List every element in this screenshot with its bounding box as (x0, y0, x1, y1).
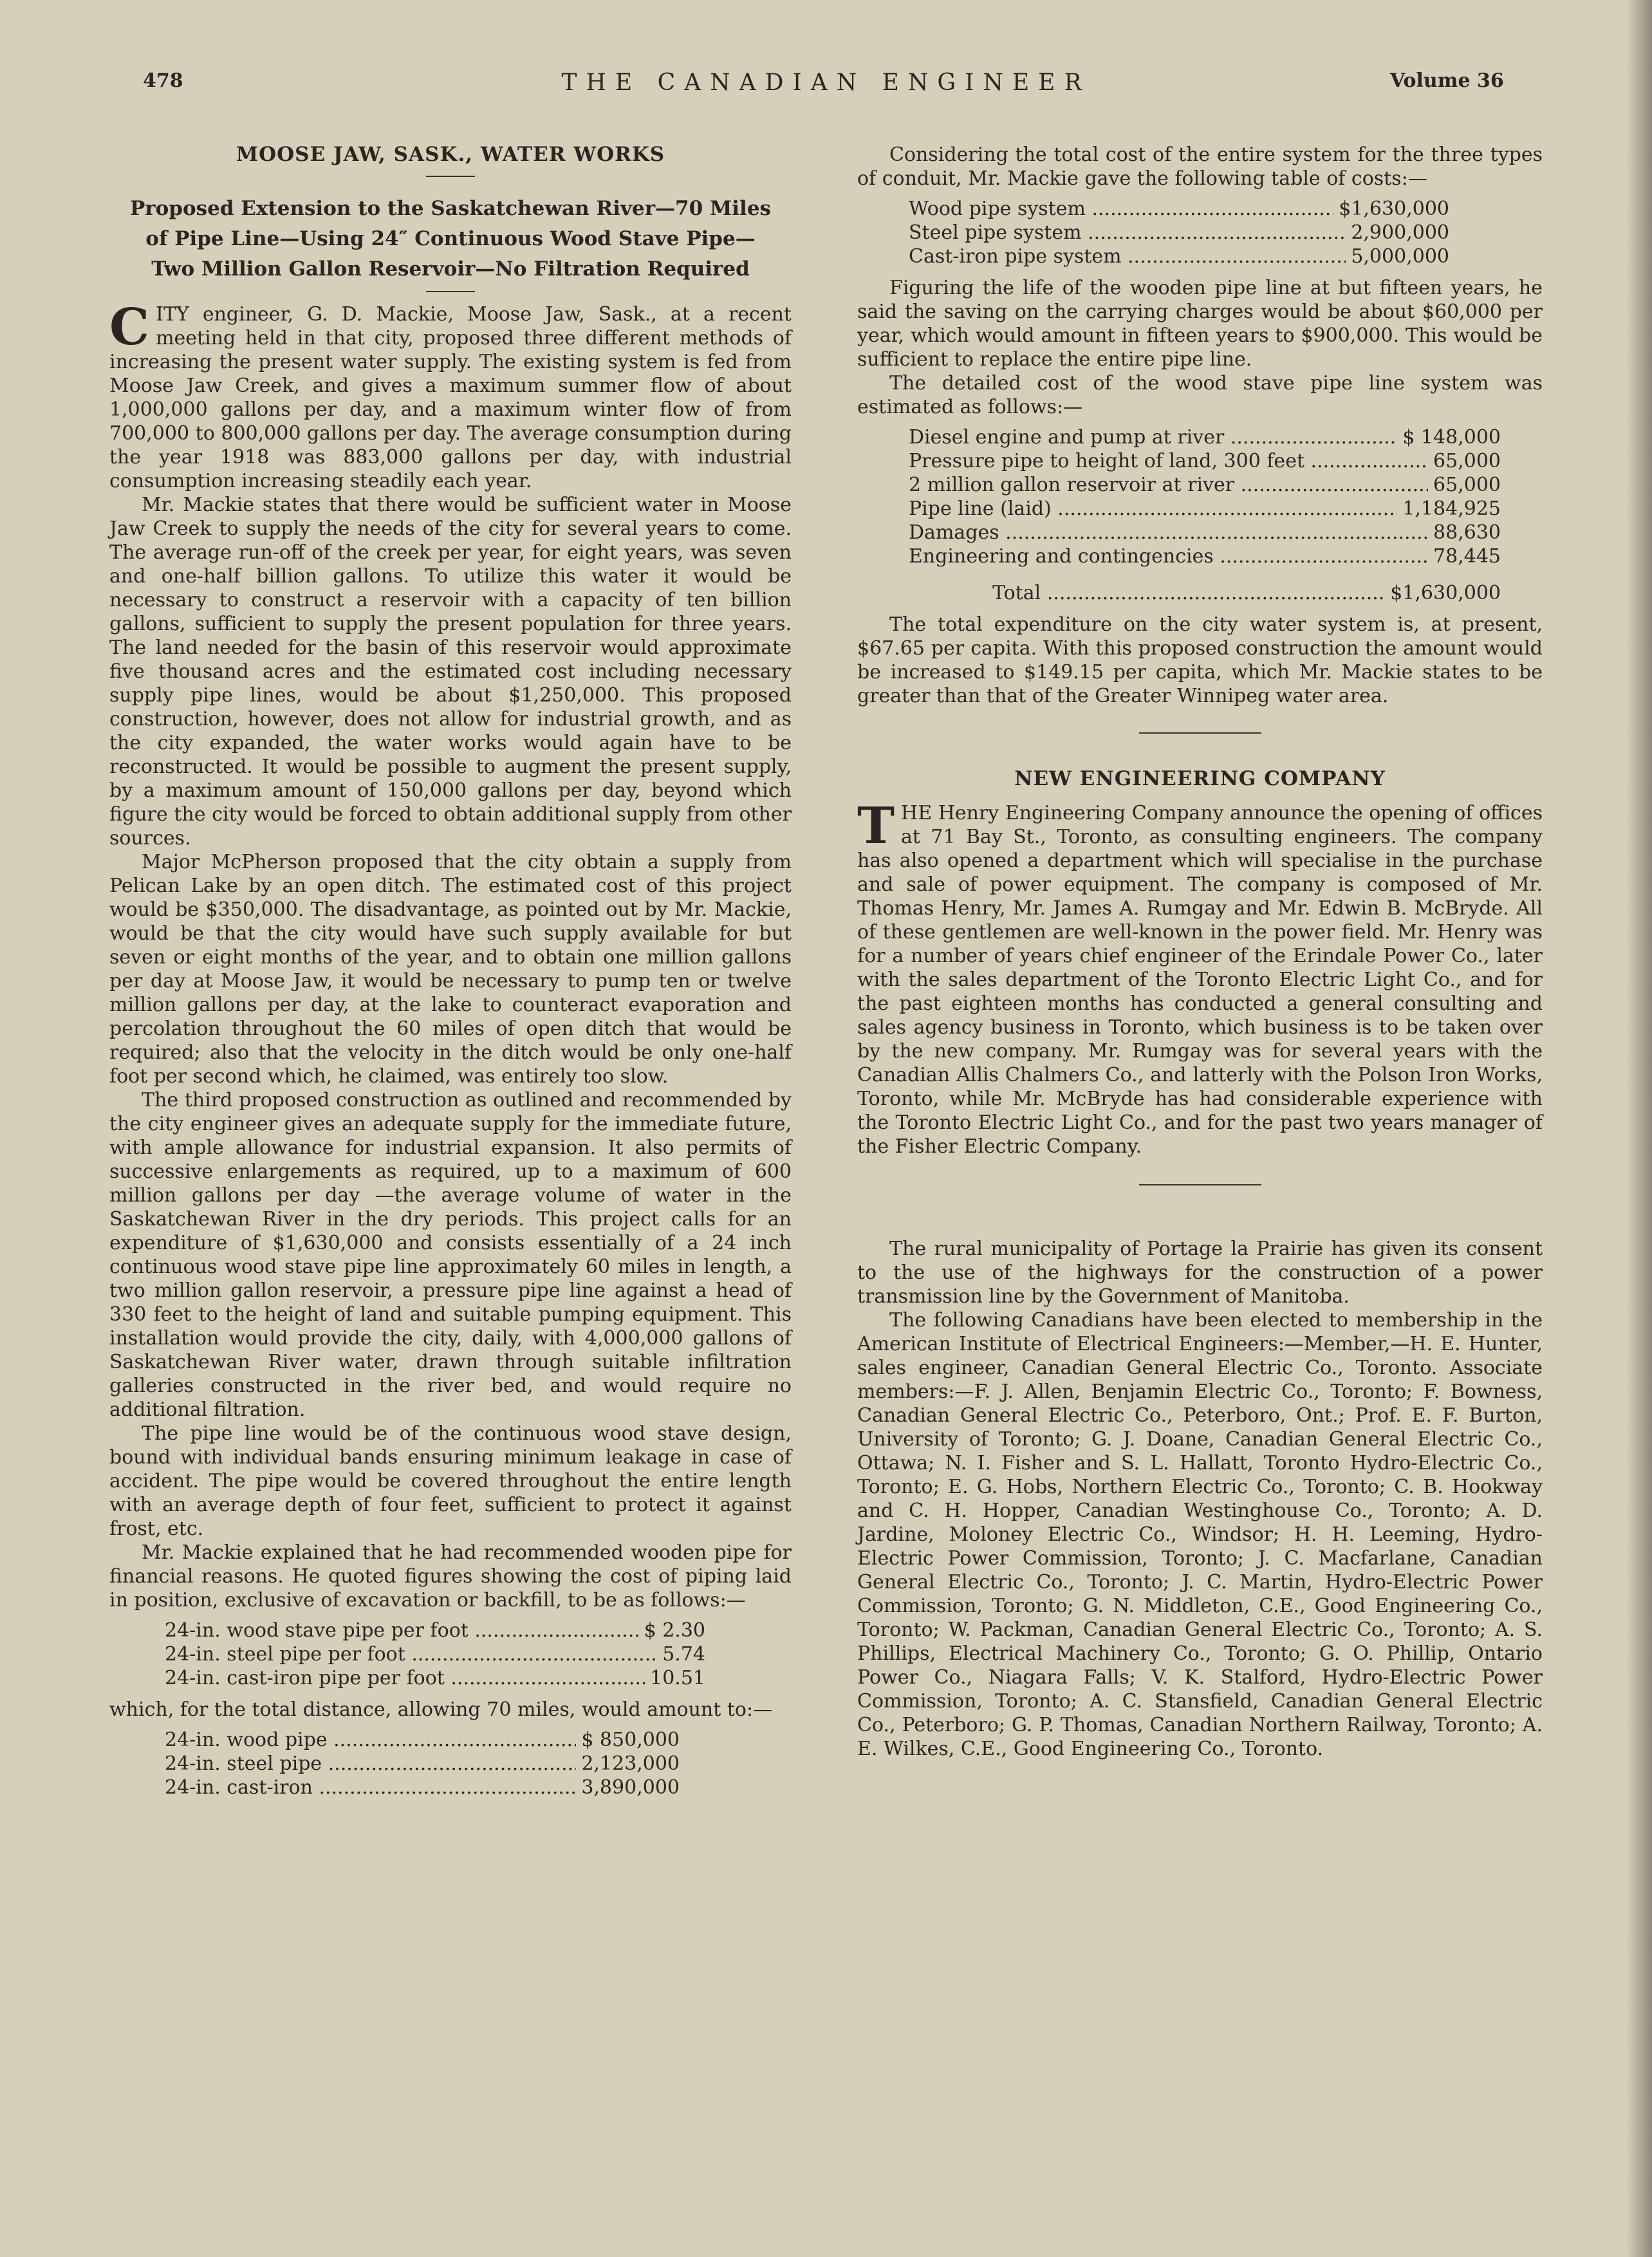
paragraph: The total expenditure on the city water system is, at present, $67.65 per capita. With this proposed construction the amount would be increased to $149.15 per capita, which Mr. Mackie states to be greater than that of the Greater Winnipeg water area. (857, 613, 1543, 707)
drop-cap: T (857, 797, 895, 855)
pipe-total-cost-table (109, 1728, 680, 1799)
article-intro (857, 797, 1543, 1158)
table-row (165, 1619, 705, 1642)
row-amount: 2,900,000 (1351, 221, 1449, 244)
table-row (909, 221, 1449, 245)
table-row (165, 1666, 705, 1690)
total-row (909, 581, 1501, 605)
row-label: 24-in. wood stave pipe per foot ..... (165, 1619, 639, 1642)
journal-title: THE CANADIAN ENGINEER (561, 70, 1091, 96)
paragraph: Mr. Mackie states that there would be sufficient water in Moose Jaw Creek to supply the needs of the city for several years to come. The average run-off of the creek per year, for eight years, was seven and one-half billion gallons. To utilize this water it would be necessary to construct a reservoir with a capacity of ten billion gallons, sufficient to supply the present population for three years. The land needed for the basin of this reservoir would approximate five thousand acres and the estimated cost including necessary supply pipe lines, would be about $1,250,000. This proposed construction, however, does not allow for industrial growth, and as the city expanded, the water works would again have to be reconstructed. It would be possible to augment the present supply, by a maximum amount of 150,000 gallons per day, beyond which figure the city would be forced to obtain additional supply from other sources. (109, 494, 792, 850)
article-title: MOOSE JAW, SASK., WATER WORKS (236, 143, 665, 166)
table-row (165, 1642, 705, 1666)
table-row (909, 521, 1501, 544)
paragraph: The rural municipality of Portage la Prairie has given its consent to the use of the highways for the construction of a power transmission line by the Government of Manitoba. (857, 1238, 1543, 1308)
table-row (909, 497, 1501, 521)
row-label: Pipe line (laid) ..... (909, 497, 1397, 521)
binding-shadow (1626, 0, 1652, 2257)
table-row (909, 449, 1501, 473)
row-amount: 65,000 (1433, 474, 1501, 496)
row-amount: $ 850,000 (581, 1729, 680, 1751)
row-label: Damages ..... (909, 521, 1428, 544)
row-label: Wood pipe system ..... (909, 197, 1333, 221)
row-label: Pressure pipe to height of land, 300 feet ..... (909, 449, 1428, 473)
paragraph: Major McPherson proposed that the city obtain a supply from Pelican Lake by an open ditch. The estimated cost of this project would be $350,000. The disadvantage, as pointed out by Mr. Mackie, would be that the city would have such supply available for but seven or eight months of the year, and to obtain one million gallons per day at Moose Jaw, it would be necessary to pump ten or twelve million gallons per day, at the lake to counteract evaporation and percolation throughout the 60 miles of open ditch that would be required; also that the velocity in the ditch would be only one-half foot per second which, he claimed, was entirely too slow. (109, 851, 792, 1088)
page-number: 478 (143, 70, 183, 92)
paragraph: Figuring the life of the wooden pipe line at but fifteen years, he said the saving on the carrying charges would be about $60,000 per year, which would amount in fifteen years to $900,000. This would be sufficient to replace the entire pipe line. (857, 277, 1543, 371)
pipe-cost-per-foot-table (109, 1619, 705, 1690)
table-row (909, 425, 1501, 449)
table-row (165, 1752, 680, 1776)
paragraph: The third proposed construction as outlined and recommended by the city engineer gives an adequate supply for the immediate future, with ample allowance for industrial expansion. It also permits of successive enlargements as required, up to a maximum of 600 million gallons per day —the average volume of water in the Saskatchewan River in the dry periods. This project calls for an expenditure of $1,630,000 and consists essentially of a 24 inch continuous wood stave pipe line approximately 60 miles in length, a two million gallon reservoir, a pressure pipe line against a head of 330 feet to the height of land and suitable pumping equipment. This installation would provide the city, daily, with 4,000,000 gallons of Saskatchewan River water, drawn through suitable infiltration galleries constructed in the river bed, and would require no additional filtration. (109, 1089, 792, 1421)
row-label: 2 million gallon reservoir at river ..... (909, 473, 1428, 497)
article-deck: Proposed Extension to the Saskatchewan River—70 Miles of Pipe Line—Using 24″ Continuous Wood Stave Pipe—Two Million Gallon Reservoir—No Filtration Required (129, 197, 772, 281)
row-amount: $ 148,000 (1402, 426, 1501, 449)
row-label: Steel pipe system ..... (909, 221, 1346, 245)
article-title: NEW ENGINEERING COMPANY (1014, 767, 1386, 790)
table-row (165, 1776, 680, 1799)
paragraph: The detailed cost of the wood stave pipe line system was estimated as follows:— (857, 372, 1543, 418)
row-label: Cast-iron pipe system ..... (909, 245, 1346, 268)
paragraph: ITY engineer, G. D. Mackie, Moose Jaw, Sask., at a recent meeting held in that city, proposed three different methods of increasing the present water supply. The existing system is fed from Moose Jaw Creek, and gives a maximum summer flow of about 1,000,000 gallons per day, and a maximum winter flow of from 700,000 to 800,000 gallons per day. The average consumption during the year 1918 was 883,000 gallons per day, with industrial consumption increasing steadily each year. (109, 303, 792, 492)
running-head (0, 70, 1652, 108)
row-label: 24-in. steel pipe ..... (165, 1752, 576, 1776)
row-amount: 5.74 (662, 1643, 705, 1666)
row-label: Engineering and contingencies ..... (909, 544, 1428, 568)
paragraph: Mr. Mackie explained that he had recommended wooden pipe for financial reasons. He quoted figures showing the cost of piping laid in position, exclusive of excavation or backfill, to be as follows:— (109, 1541, 792, 1611)
table-row (909, 245, 1449, 268)
row-amount: 2,123,000 (581, 1752, 680, 1775)
row-label: 24-in. wood pipe ..... (165, 1728, 576, 1752)
paragraph: The following Canadians have been elected to membership in the American Institute of Electrical Engineers:—Member,—H. E. Hunter, sales engineer, Canadian General Electric Co., Toronto. Associate members:—F. J. Allen, Benjamin Electric Co., Toronto; F. Bowness, Canadian General Electric Co., Peterboro, Ont.; Prof. E. F. Burton, University of Toronto; G. J. Doane, Canadian General Electric Co., Ottawa; N. I. Fisher and S. L. Hallatt, Toronto Hydro-Electric Co., Toronto; E. G. Hobs, Northern Electric Co., Toronto; C. B. Hookway and C. H. Hopper, Canadian Westinghouse Co., Toronto; A. D. Jardine, Moloney Electric Co., Windsor; H. H. Leeming, Hydro-Electric Power Commission, Toronto; J. C. Macfarlane, Canadian General Electric Co., Toronto; J. C. Martin, Hydro-Electric Power Commission, Toronto; G. N. Middleton, C.E., Good Engineering Co., Toronto; W. Packman, Canadian General Electric Co., Toronto; A. S. Phillips, Electrical Machinery Co., Toronto; G. O. Phillip, Ontario Power Co., Niagara Falls; V. K. Stalford, Hydro-Electric Power Commission, Toronto; A. C. Stansfield, Canadian General Electric Co., Peterboro; G. P. Thomas, Canadian Northern Railway, Toronto; A. E. Wilkes, C.E., Good Engineering Co., Toronto. (857, 1309, 1543, 1760)
left-column (109, 143, 792, 1807)
row-amount: 1,184,925 (1402, 497, 1501, 520)
paragraph: which, for the total distance, allowing 70 miles, would amount to:— (109, 1698, 773, 1721)
volume-label: Volume 36 (1390, 70, 1504, 92)
article-intro (109, 298, 792, 493)
deck-rule (426, 291, 475, 292)
table-row (909, 197, 1449, 221)
table-row (909, 473, 1501, 497)
total-label: Total ..... (992, 581, 1385, 605)
row-amount: 65,000 (1433, 450, 1501, 472)
row-amount: $ 2.30 (644, 1619, 705, 1642)
row-amount: 88,630 (1433, 521, 1501, 544)
paragraph: Considering the total cost of the entire system for the three types of conduit, Mr. Mackie gave the following table of costs:— (857, 144, 1543, 190)
row-amount: 78,445 (1433, 545, 1501, 568)
total-amount: $1,630,000 (1390, 582, 1501, 604)
section-divider (1139, 732, 1261, 734)
paragraph: The pipe line would be of the continuous wood stave design, bound with individual bands ensuring minimum leakage in case of accident. The pipe would be covered throughout the entire length with an average depth of four feet, sufficient to protect it against frost, etc. (109, 1422, 792, 1540)
section-divider (1139, 1184, 1261, 1185)
detailed-cost-table (857, 425, 1501, 605)
table-row (909, 544, 1501, 568)
row-amount: $1,630,000 (1339, 198, 1449, 220)
row-label: 24-in. cast-iron ..... (165, 1776, 576, 1799)
drop-cap: C (109, 298, 150, 357)
row-amount: 3,890,000 (581, 1776, 680, 1799)
row-amount: 10.51 (650, 1667, 705, 1689)
row-label: Diesel engine and pump at river ..... (909, 425, 1397, 449)
row-label: 24-in. steel pipe per foot ..... (165, 1642, 657, 1666)
right-column (857, 143, 1543, 1761)
row-amount: 5,000,000 (1351, 245, 1449, 268)
title-rule (426, 176, 475, 177)
paragraph: HE Henry Engineering Company announce the opening of offices at 71 Bay St., Toronto, as consulting engineers. The company has also opened a department which will specialise in the purchase and sale of power equipment. The company is composed of Mr. Thomas Henry, Mr. James A. Rumgay and Mr. Edwin B. McBryde. All of these gentlemen are well-known in the power field. Mr. Henry was for a number of years chief engineer of the Erindale Power Co., later with the sales department of the Toronto Electric Light Co., and for the past eighteen months has conducted a general consulting and sales agency business in Toronto, which business is to be taken over by the new company. Mr. Rumgay was for several years with the Canadian Allis Chalmers Co., and latterly with the Polson Iron Works, Toronto, while Mr. McBryde has had considerable experience with the Toronto Electric Light Co., and for the past two years manager of the Fisher Electric Company. (857, 802, 1543, 1158)
table-row (165, 1728, 680, 1752)
system-cost-table (857, 197, 1449, 268)
row-label: 24-in. cast-iron pipe per foot ..... (165, 1666, 645, 1690)
